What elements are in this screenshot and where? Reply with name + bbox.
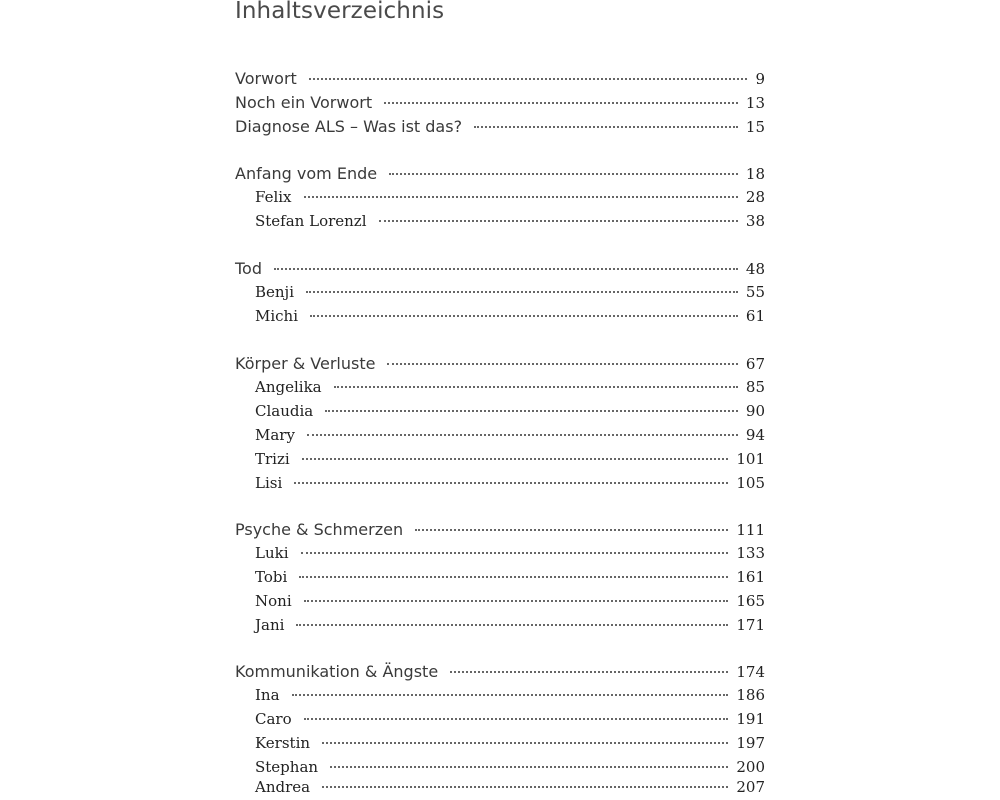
toc-entry-vorwort bbox=[235, 69, 765, 91]
toc-entry-benji bbox=[255, 283, 765, 305]
toc-entry-tobi bbox=[255, 568, 765, 590]
toc-page-number: 67 bbox=[745, 355, 765, 373]
dot-leader bbox=[274, 268, 738, 270]
toc-page-number: 186 bbox=[736, 686, 765, 704]
dot-leader bbox=[304, 196, 738, 198]
toc-entry-label: Felix bbox=[255, 188, 292, 206]
toc-page-number: 15 bbox=[745, 118, 765, 136]
toc-page-number: 18 bbox=[745, 165, 765, 183]
toc-page-number: 90 bbox=[745, 402, 765, 420]
toc-entry-label: Luki bbox=[255, 544, 289, 562]
dot-leader bbox=[474, 126, 738, 128]
toc-entry-label: Stephan bbox=[255, 758, 319, 776]
toc-entry-label: Mary bbox=[255, 426, 295, 444]
toc-page-number: 133 bbox=[736, 544, 765, 562]
dot-leader bbox=[309, 78, 748, 80]
dot-leader bbox=[334, 386, 738, 388]
toc-entry-label: Kommunikation & Ängste bbox=[235, 662, 439, 681]
dot-leader bbox=[296, 624, 728, 626]
toc-page-number: 85 bbox=[745, 378, 765, 396]
dot-leader bbox=[379, 220, 738, 222]
toc-entry-label: Caro bbox=[255, 710, 292, 728]
toc-entry-label: Claudia bbox=[255, 402, 314, 420]
toc-entry-jani bbox=[255, 616, 765, 638]
toc-entry-trizi bbox=[255, 450, 765, 472]
toc-section-psyche-schmerzen bbox=[235, 520, 765, 542]
toc-entry-label: Lisi bbox=[255, 474, 283, 492]
toc-entry-label: Psyche & Schmerzen bbox=[235, 520, 404, 539]
toc-page-number: 61 bbox=[745, 307, 765, 325]
dot-leader bbox=[292, 694, 729, 696]
toc-page-number: 48 bbox=[745, 260, 765, 278]
dot-leader bbox=[322, 742, 728, 744]
toc-entry-label: Noch ein Vorwort bbox=[235, 93, 373, 112]
toc-page-number: 174 bbox=[736, 663, 765, 681]
toc-page-number: 191 bbox=[736, 710, 765, 728]
toc-entry-noch-ein-vorwort bbox=[235, 93, 765, 115]
toc-entry-label: Jani bbox=[255, 616, 285, 634]
toc-entry-claudia bbox=[255, 402, 765, 424]
toc-page-number: 101 bbox=[736, 450, 765, 468]
toc-entry-angelika bbox=[255, 378, 765, 400]
dot-leader bbox=[384, 102, 738, 104]
toc-section-anfang-vom-ende bbox=[235, 164, 765, 186]
toc-page-number: 13 bbox=[745, 94, 765, 112]
dot-leader bbox=[301, 552, 729, 554]
dot-leader bbox=[387, 363, 737, 365]
toc-entry-andrea bbox=[255, 778, 765, 800]
toc-entry-label: Anfang vom Ende bbox=[235, 164, 378, 183]
page-title: Inhaltsverzeichnis bbox=[235, 0, 445, 24]
toc-entry-noni bbox=[255, 592, 765, 614]
dot-leader bbox=[415, 529, 728, 531]
dot-leader bbox=[294, 482, 728, 484]
toc-entry-lisi bbox=[255, 474, 765, 496]
toc-entry-stefan-lorenzl bbox=[255, 212, 765, 234]
dot-leader bbox=[306, 291, 738, 293]
dot-leader bbox=[310, 315, 738, 317]
toc-section-kommunikation-aengste bbox=[235, 662, 765, 684]
toc-entry-label: Diagnose ALS – Was ist das? bbox=[235, 117, 463, 136]
toc-entry-label: Körper & Verluste bbox=[235, 354, 376, 373]
toc-entry-ina bbox=[255, 686, 765, 708]
toc-page-number: 207 bbox=[736, 778, 765, 796]
dot-leader bbox=[304, 718, 729, 720]
toc-page-number: 171 bbox=[736, 616, 765, 634]
toc-entry-kerstin bbox=[255, 734, 765, 756]
toc-entry-label: Vorwort bbox=[235, 69, 297, 88]
toc-entry-mary bbox=[255, 426, 765, 448]
toc-page-number: 200 bbox=[736, 758, 765, 776]
dot-leader bbox=[325, 410, 738, 412]
toc-page-number: 9 bbox=[755, 70, 765, 88]
toc-entry-label: Trizi bbox=[255, 450, 290, 468]
toc-page-number: 165 bbox=[736, 592, 765, 610]
dot-leader bbox=[450, 671, 728, 673]
dot-leader bbox=[304, 600, 729, 602]
dot-leader bbox=[299, 576, 728, 578]
toc-entry-label: Benji bbox=[255, 283, 295, 301]
toc-entry-michi bbox=[255, 307, 765, 329]
toc-entry-label: Angelika bbox=[255, 378, 322, 396]
toc-page-number: 28 bbox=[745, 188, 765, 206]
toc-entry-label: Tod bbox=[235, 259, 262, 278]
toc-entry-label: Ina bbox=[255, 686, 280, 704]
toc-entry-caro bbox=[255, 710, 765, 732]
toc-entry-felix bbox=[255, 188, 765, 210]
toc-entry-diagnose-als bbox=[235, 117, 765, 139]
toc-page-number: 197 bbox=[736, 734, 765, 752]
dot-leader bbox=[307, 434, 738, 436]
dot-leader bbox=[389, 173, 738, 175]
toc-entry-label: Kerstin bbox=[255, 734, 311, 752]
toc-page-number: 55 bbox=[745, 283, 765, 301]
toc-entry-label: Andrea bbox=[255, 778, 311, 796]
toc-entry-label: Michi bbox=[255, 307, 299, 325]
dot-leader bbox=[322, 786, 728, 788]
toc-section-tod bbox=[235, 259, 765, 281]
toc-entry-luki bbox=[255, 544, 765, 566]
toc-entry-label: Noni bbox=[255, 592, 292, 610]
toc-page-number: 105 bbox=[736, 474, 765, 492]
dot-leader bbox=[330, 766, 728, 768]
toc-section-koerper-verluste bbox=[235, 354, 765, 376]
toc-page-number: 38 bbox=[745, 212, 765, 230]
toc-entry-label: Tobi bbox=[255, 568, 288, 586]
toc-page-number: 94 bbox=[745, 426, 765, 444]
toc-entry-label: Stefan Lorenzl bbox=[255, 212, 367, 230]
toc-page-number: 161 bbox=[736, 568, 765, 586]
toc-page-number: 111 bbox=[736, 521, 765, 539]
dot-leader bbox=[302, 458, 729, 460]
toc-entry-stephan bbox=[255, 758, 765, 780]
